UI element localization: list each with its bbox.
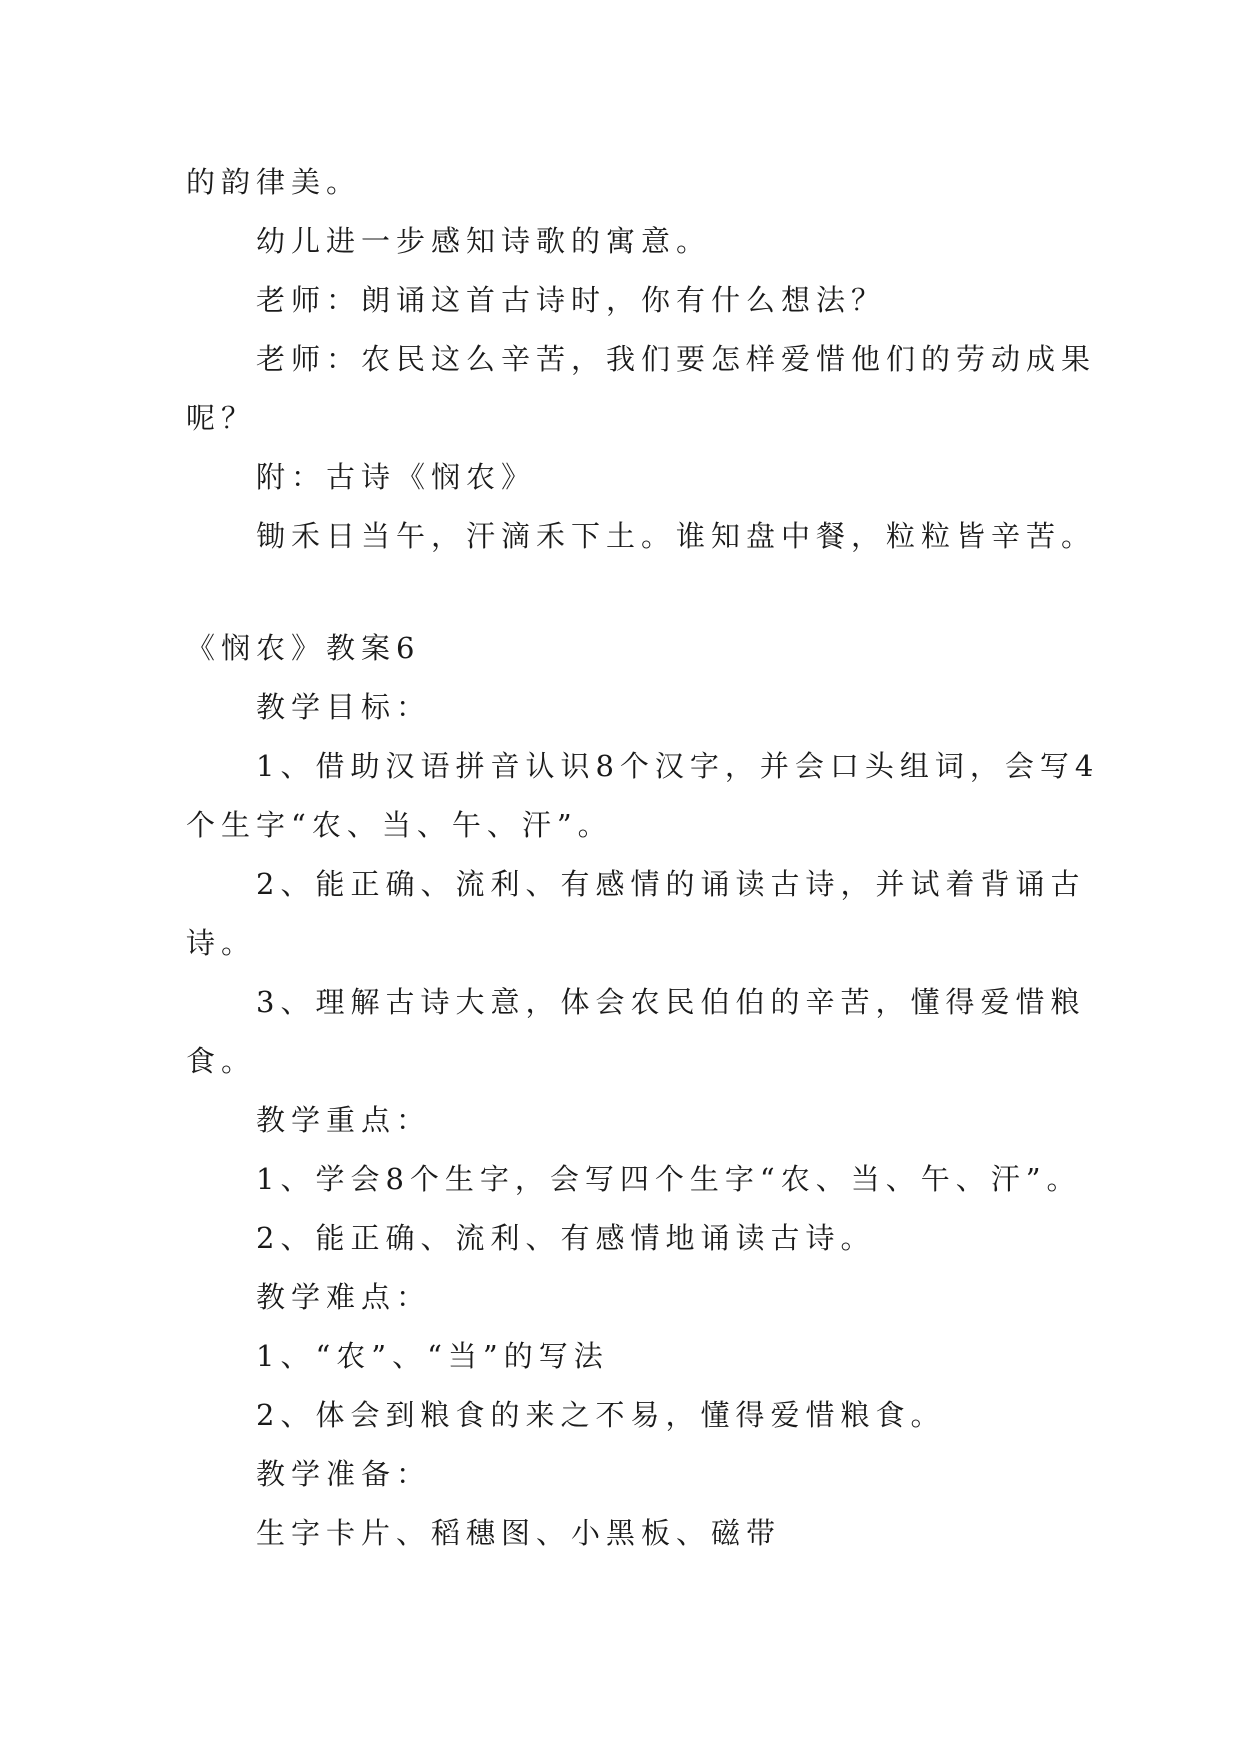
- text-line: 锄禾日当午，汗滴禾下土。谁知盘中餐，粒粒皆辛苦。: [256, 519, 1097, 553]
- text-line: 3、理解古诗大意，体会农民伯伯的辛苦，懂得爱惜粮: [256, 985, 1086, 1019]
- text-line: 2、体会到粮食的来之不易，懂得爱惜粮食。: [256, 1398, 946, 1432]
- text-line: 1、学会8个生字，会写四个生字“农、当、午、汗”。: [256, 1162, 1082, 1196]
- text-line: 老师：朗诵这首古诗时，你有什么想法？: [256, 283, 887, 317]
- text-line: 诗。: [186, 926, 257, 960]
- text-line: 2、能正确、流利、有感情地诵读古诗。: [256, 1221, 876, 1255]
- text-line: 个生字“农、当、午、汗”。: [186, 808, 613, 842]
- text-line: 幼儿进一步感知诗歌的寓意。: [256, 224, 712, 258]
- text-line: 1、借助汉语拼音认识8个汉字，并会口头组词，会写4: [256, 749, 1100, 783]
- text-line: 附：古诗《悯农》: [256, 460, 537, 494]
- text-line: 教学重点：: [256, 1103, 432, 1137]
- text-line: 1、“农”、“当”的写法: [256, 1339, 609, 1373]
- text-line: 2、能正确、流利、有感情的诵读古诗，并试着背诵古: [256, 867, 1086, 901]
- text-line: 的韵律美。: [186, 165, 362, 199]
- text-line: 教学准备：: [256, 1457, 432, 1491]
- text-line: 教学目标：: [256, 690, 432, 724]
- text-line: 呢？: [186, 401, 257, 435]
- text-line: 生字卡片、稻穗图、小黑板、磁带: [256, 1516, 782, 1550]
- section-heading: 《悯农》教案6: [186, 631, 421, 665]
- text-line: 老师：农民这么辛苦，我们要怎样爱惜他们的劳动成果: [256, 342, 1097, 376]
- text-line: 教学难点：: [256, 1280, 432, 1314]
- text-line: 食。: [186, 1044, 257, 1078]
